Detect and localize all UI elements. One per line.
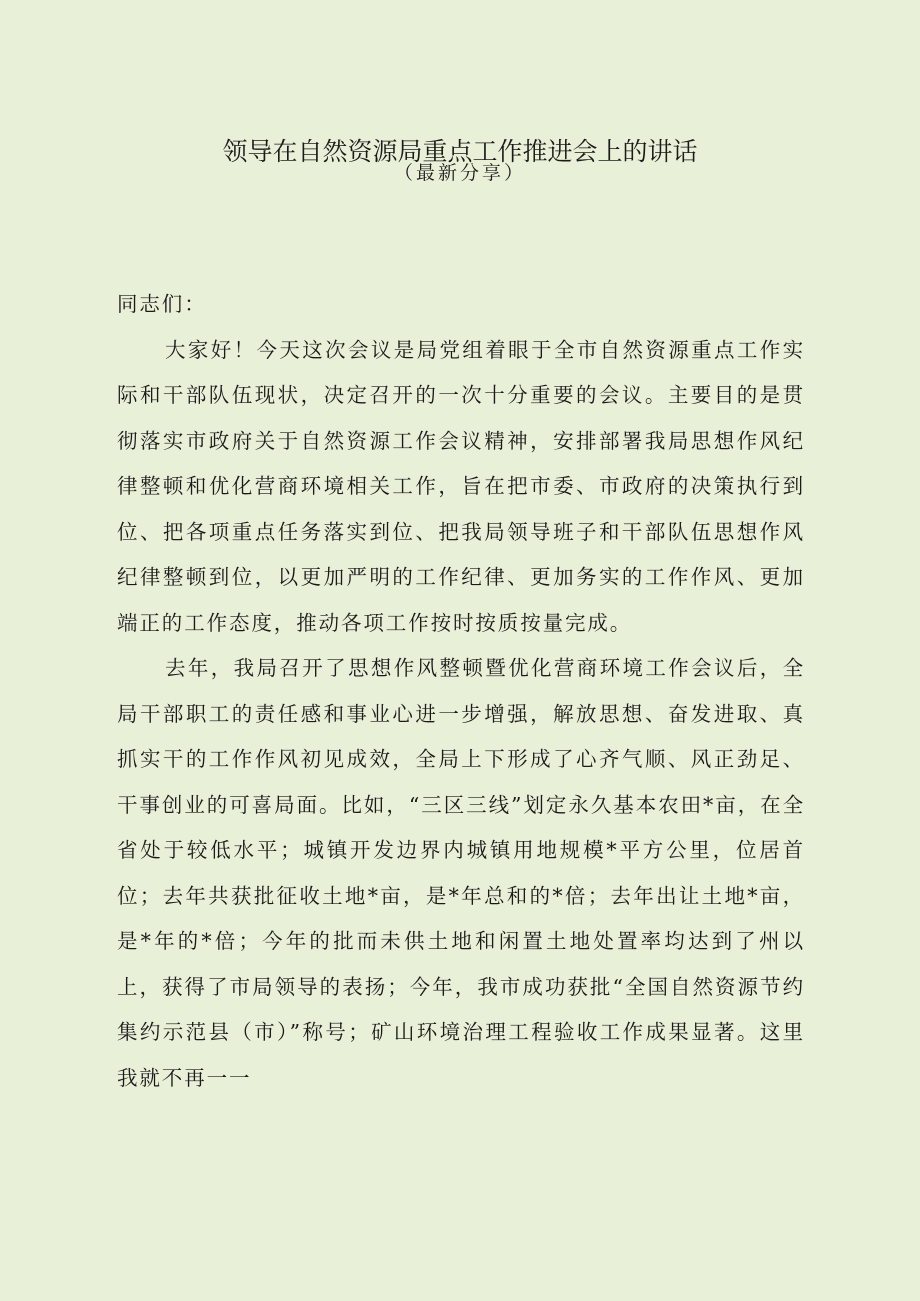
document-subtitle: （最新分享） [393, 162, 526, 184]
document-title: 领导在自然资源局重点工作推进会上的讲话 [222, 137, 698, 166]
document-body [117, 282, 805, 1101]
salutation: 同志们： [117, 292, 207, 316]
paragraph: 去年，我局召开了思想作风整顿暨优化营商环境工作会议后，全局干部职工的责任感和事业心进一步增强，解放思想、奋发进取、真抓实干的工作作风初见成效，全局上下形成了心齐气顺、风正劲足、干事创业的可喜局面。比如，“三区三线”划定永久基本农田*亩，在全省处于较低水平；城镇开发边界内城镇用地规模*平方公里，位居首位；去年共获批征收土地*亩，是*年总和的*倍；去年出让土地*亩，是*年的*倍；今年的批而未供土地和闲置土地处置率均达到了州以上，获得了市局领导的表扬；今年，我市成功获批“全国自然资源节约集约示范县（市）”称号；矿山环境治理工程验收工作成果显著。这里我就不再一一 [117, 656, 805, 1090]
paragraph: 大家好！今天这次会议是局党组着眼于全市自然资源重点工作实际和干部队伍现状，决定召开的一次十分重要的会议。主要目的是贯彻落实市政府关于自然资源工作会议精神，安排部署我局思想作风纪律整顿和优化营商环境相关工作，旨在把市委、市政府的决策执行到位、把各项重点任务落实到位、把我局领导班子和干部队伍思想作风纪律整顿到位，以更加严明的工作纪律、更加务实的工作作风、更加端正的工作态度，推动各项工作按时按质按量完成。 [117, 337, 805, 635]
